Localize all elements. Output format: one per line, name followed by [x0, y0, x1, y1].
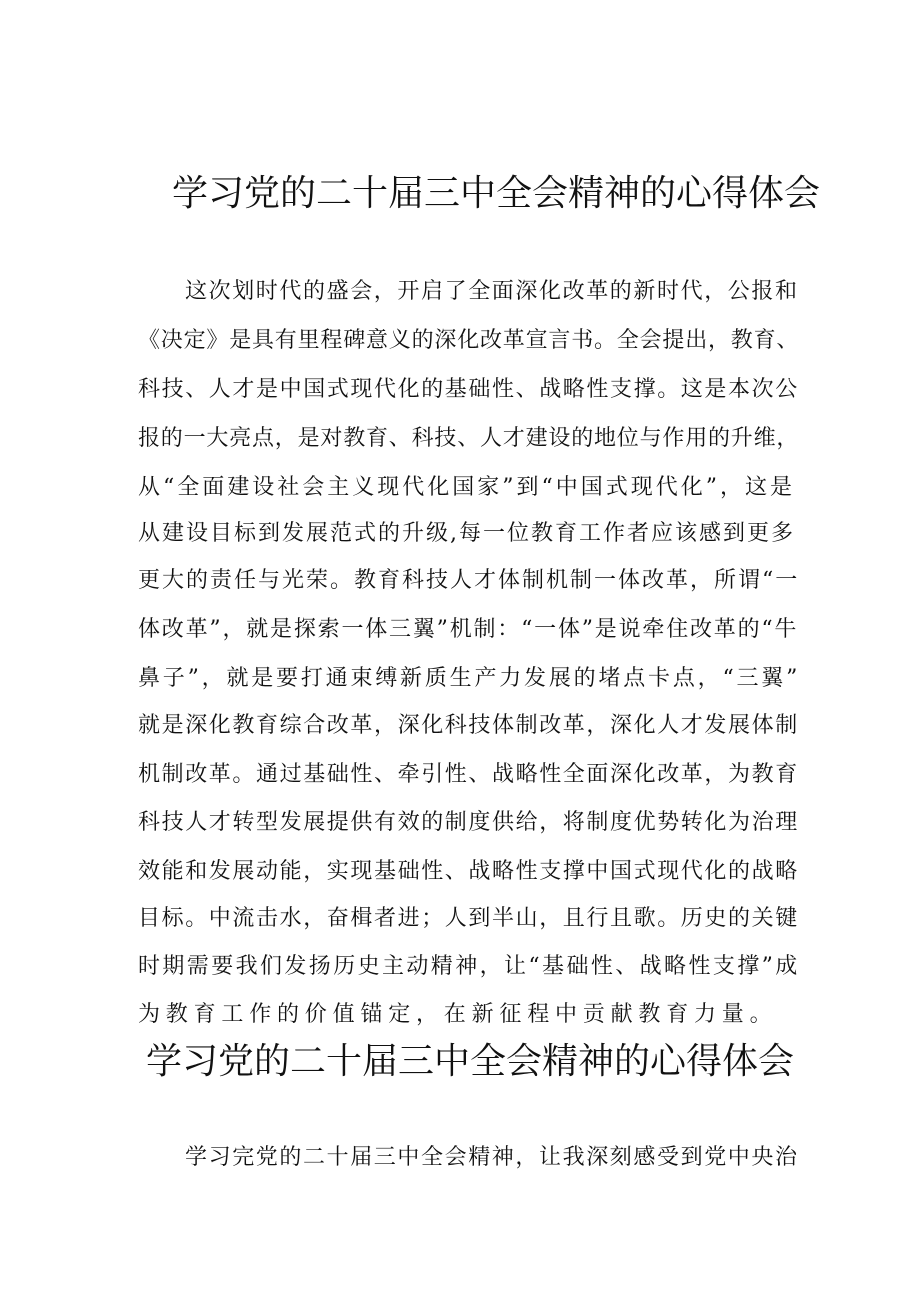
text-line: 目标。中流击水，奋楫者进；人到半山，且行且歌。历史的关键	[138, 906, 799, 931]
text-line: 就是深化教育综合改革，深化科技体制改革，深化人才发展体制	[138, 713, 799, 738]
section-title: 学习党的二十届三中全会精神的心得体会	[172, 173, 821, 214]
text-line: 科技、人才是中国式现代化的基础性、战略性支撑。这是本次公	[138, 377, 799, 402]
text-line: 更大的责任与光荣。教育科技人才体制机制一体改革，所谓“一	[138, 568, 800, 593]
text-line: 体改革”，就是探索一体三翼”机制：“一体”是说牵住改革的“牛	[138, 617, 799, 642]
text-line: 时期需要我们发扬历史主动精神，让“基础性、战略性支撑”成	[138, 954, 800, 979]
text-line: 《决定》是具有里程碑意义的深化改革宣言书。全会提出，教育、	[138, 328, 800, 353]
text-line: 从建设目标到发展范式的升级,每一位教育工作者应该感到更多	[138, 521, 795, 546]
text-line: 这次划时代的盛会，开启了全面深化改革的新时代，公报和	[185, 279, 799, 304]
text-line: 鼻子”，就是要打通束缚新质生产力发展的堵点卡点，“三翼”	[138, 666, 801, 691]
text-line: 为教育工作的价值锚定，在新征程中贡献教育力量。	[138, 1002, 778, 1027]
text-line: 科技人才转型发展提供有效的制度供给，将制度优势转化为治理	[138, 810, 799, 835]
section-title: 学习党的二十届三中全会精神的心得体会	[146, 1041, 795, 1082]
text-line: 效能和发展动能，实现基础性、战略性支撑中国式现代化的战略	[138, 859, 799, 884]
text-line: 机制改革。通过基础性、牵引性、战略性全面深化改革，为教育	[138, 762, 799, 787]
text-line: 学习完党的二十届三中全会精神，让我深刻感受到党中央治	[185, 1145, 799, 1170]
text-line: 报的一大亮点，是对教育、科技、人才建设的地位与作用的升维，	[138, 426, 800, 451]
text-line: 从“全面建设社会主义现代化国家”到“中国式现代化”，这是	[138, 475, 795, 500]
